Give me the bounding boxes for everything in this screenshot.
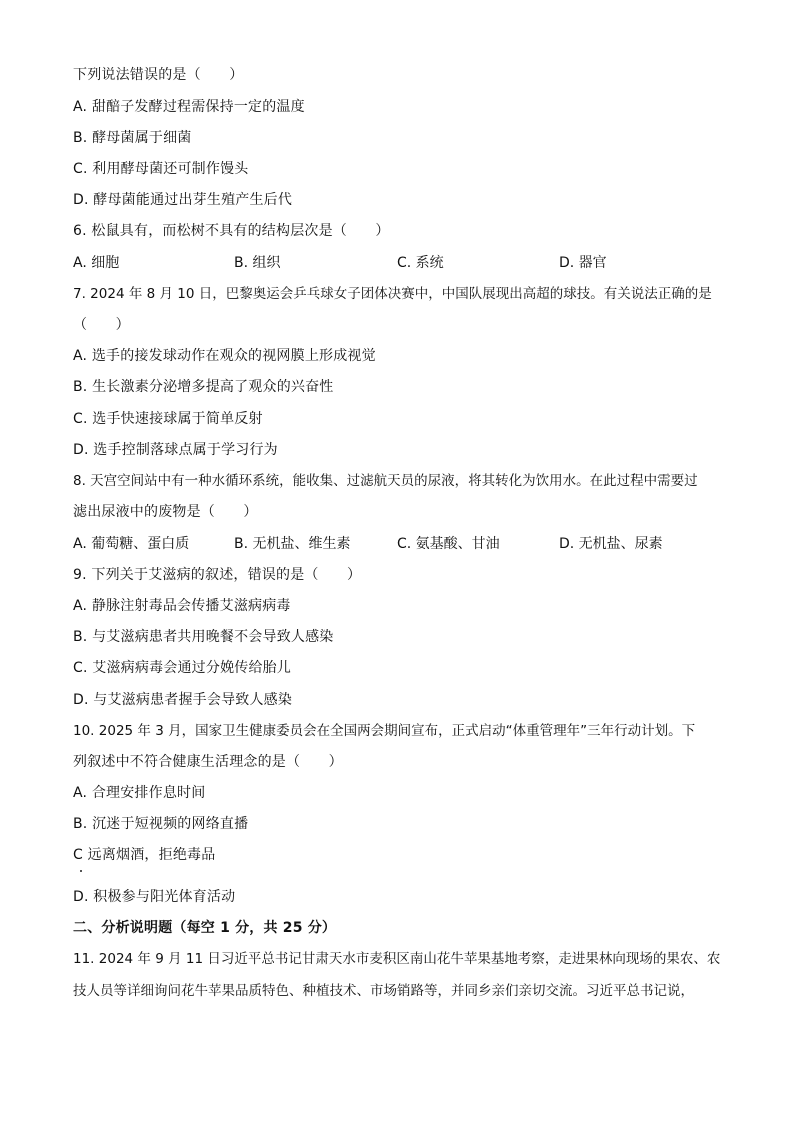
q10-stem-line2: 列叙述中不符合健康生活理念的是（ ） — [73, 754, 343, 770]
q6-option-d: D. 器官 — [559, 255, 607, 271]
q5-option-a: A. 甜醅子发酵过程需保持一定的温度 — [73, 99, 305, 115]
q9-option-c: C. 艾滋病病毒会通过分娩传给胎儿 — [73, 660, 292, 676]
q10-option-c: C 远离烟酒，拒绝毒品 — [73, 847, 216, 863]
q8-option-c: C. 氨基酸、甘油 — [397, 536, 500, 552]
q11-stem-line1: 11. 2024 年 9 月 11 日习近平总书记甘肃天水市麦积区南山花牛苹果基地考察，走进果林向现场的果农、农 — [73, 951, 721, 967]
q10-option-a: A. 合理安排作息时间 — [73, 785, 206, 801]
q7-option-a: A. 选手的接发球动作在观众的视网膜上形成视觉 — [73, 348, 376, 364]
q5-stem-end: 下列说法错误的是（ ） — [73, 67, 244, 83]
section-2-heading: 二、分析说明题（每空 1 分，共 25 分） — [73, 920, 337, 936]
q6-option-b: B. 组织 — [234, 255, 281, 271]
q10-option-d: D. 积极参与阳光体育活动 — [73, 889, 236, 905]
q8-option-b: B. 无机盐、维生素 — [234, 536, 351, 552]
q7-stem-line1: 7. 2024 年 8 月 10 日，巴黎奥运会乒乓球女子团体决赛中，中国队展现出高超的球技。有关说法正确的是 — [73, 286, 712, 302]
q9-option-b: B. 与艾滋病患者共用晚餐不会导致人感染 — [73, 629, 334, 645]
q6-stem: 6. 松鼠具有，而松树不具有的结构层次是（ ） — [73, 223, 390, 239]
q8-option-d: D. 无机盐、尿素 — [559, 536, 663, 552]
q11-stem-line2: 技人员等详细询问花牛苹果品质特色、种植技术、市场销路等，并同乡亲们亲切交流。习近平总书记说， — [73, 983, 694, 999]
q5-option-b: B. 酵母菌属于细菌 — [73, 130, 192, 146]
stray-mark — [80, 870, 82, 872]
q8-stem-line2: 滤出尿液中的废物是（ ） — [73, 504, 258, 520]
q7-option-b: B. 生长激素分泌增多提高了观众的兴奋性 — [73, 379, 334, 395]
q8-option-a: A. 葡萄糖、蛋白质 — [73, 536, 190, 552]
q5-option-c: C. 利用酵母菌还可制作馒头 — [73, 161, 249, 177]
q9-option-a: A. 静脉注射毒品会传播艾滋病病毒 — [73, 598, 291, 614]
q9-option-d: D. 与艾滋病患者握手会导致人感染 — [73, 692, 293, 708]
q7-option-d: D. 选手控制落球点属于学习行为 — [73, 442, 278, 458]
q6-option-a: A. 细胞 — [73, 255, 120, 271]
q7-stem-line2: （ ） — [73, 317, 130, 333]
q5-option-d: D. 酵母菌能通过出芽生殖产生后代 — [73, 192, 293, 208]
q8-stem-line1: 8. 天宫空间站中有一种水循环系统，能收集、过滤航天员的尿液，将其转化为饮用水。在此过程中需要过 — [73, 473, 698, 489]
q6-option-c: C. 系统 — [397, 255, 444, 271]
q10-stem-line1: 10. 2025 年 3 月，国家卫生健康委员会在全国两会期间宣布，正式启动“体重管理年”三年行动计划。下 — [73, 723, 696, 739]
q9-stem: 9. 下列关于艾滋病的叙述，错误的是（ ） — [73, 567, 362, 583]
q10-option-b: B. 沉迷于短视频的网络直播 — [73, 816, 249, 832]
q7-option-c: C. 选手快速接球属于简单反射 — [73, 411, 263, 427]
